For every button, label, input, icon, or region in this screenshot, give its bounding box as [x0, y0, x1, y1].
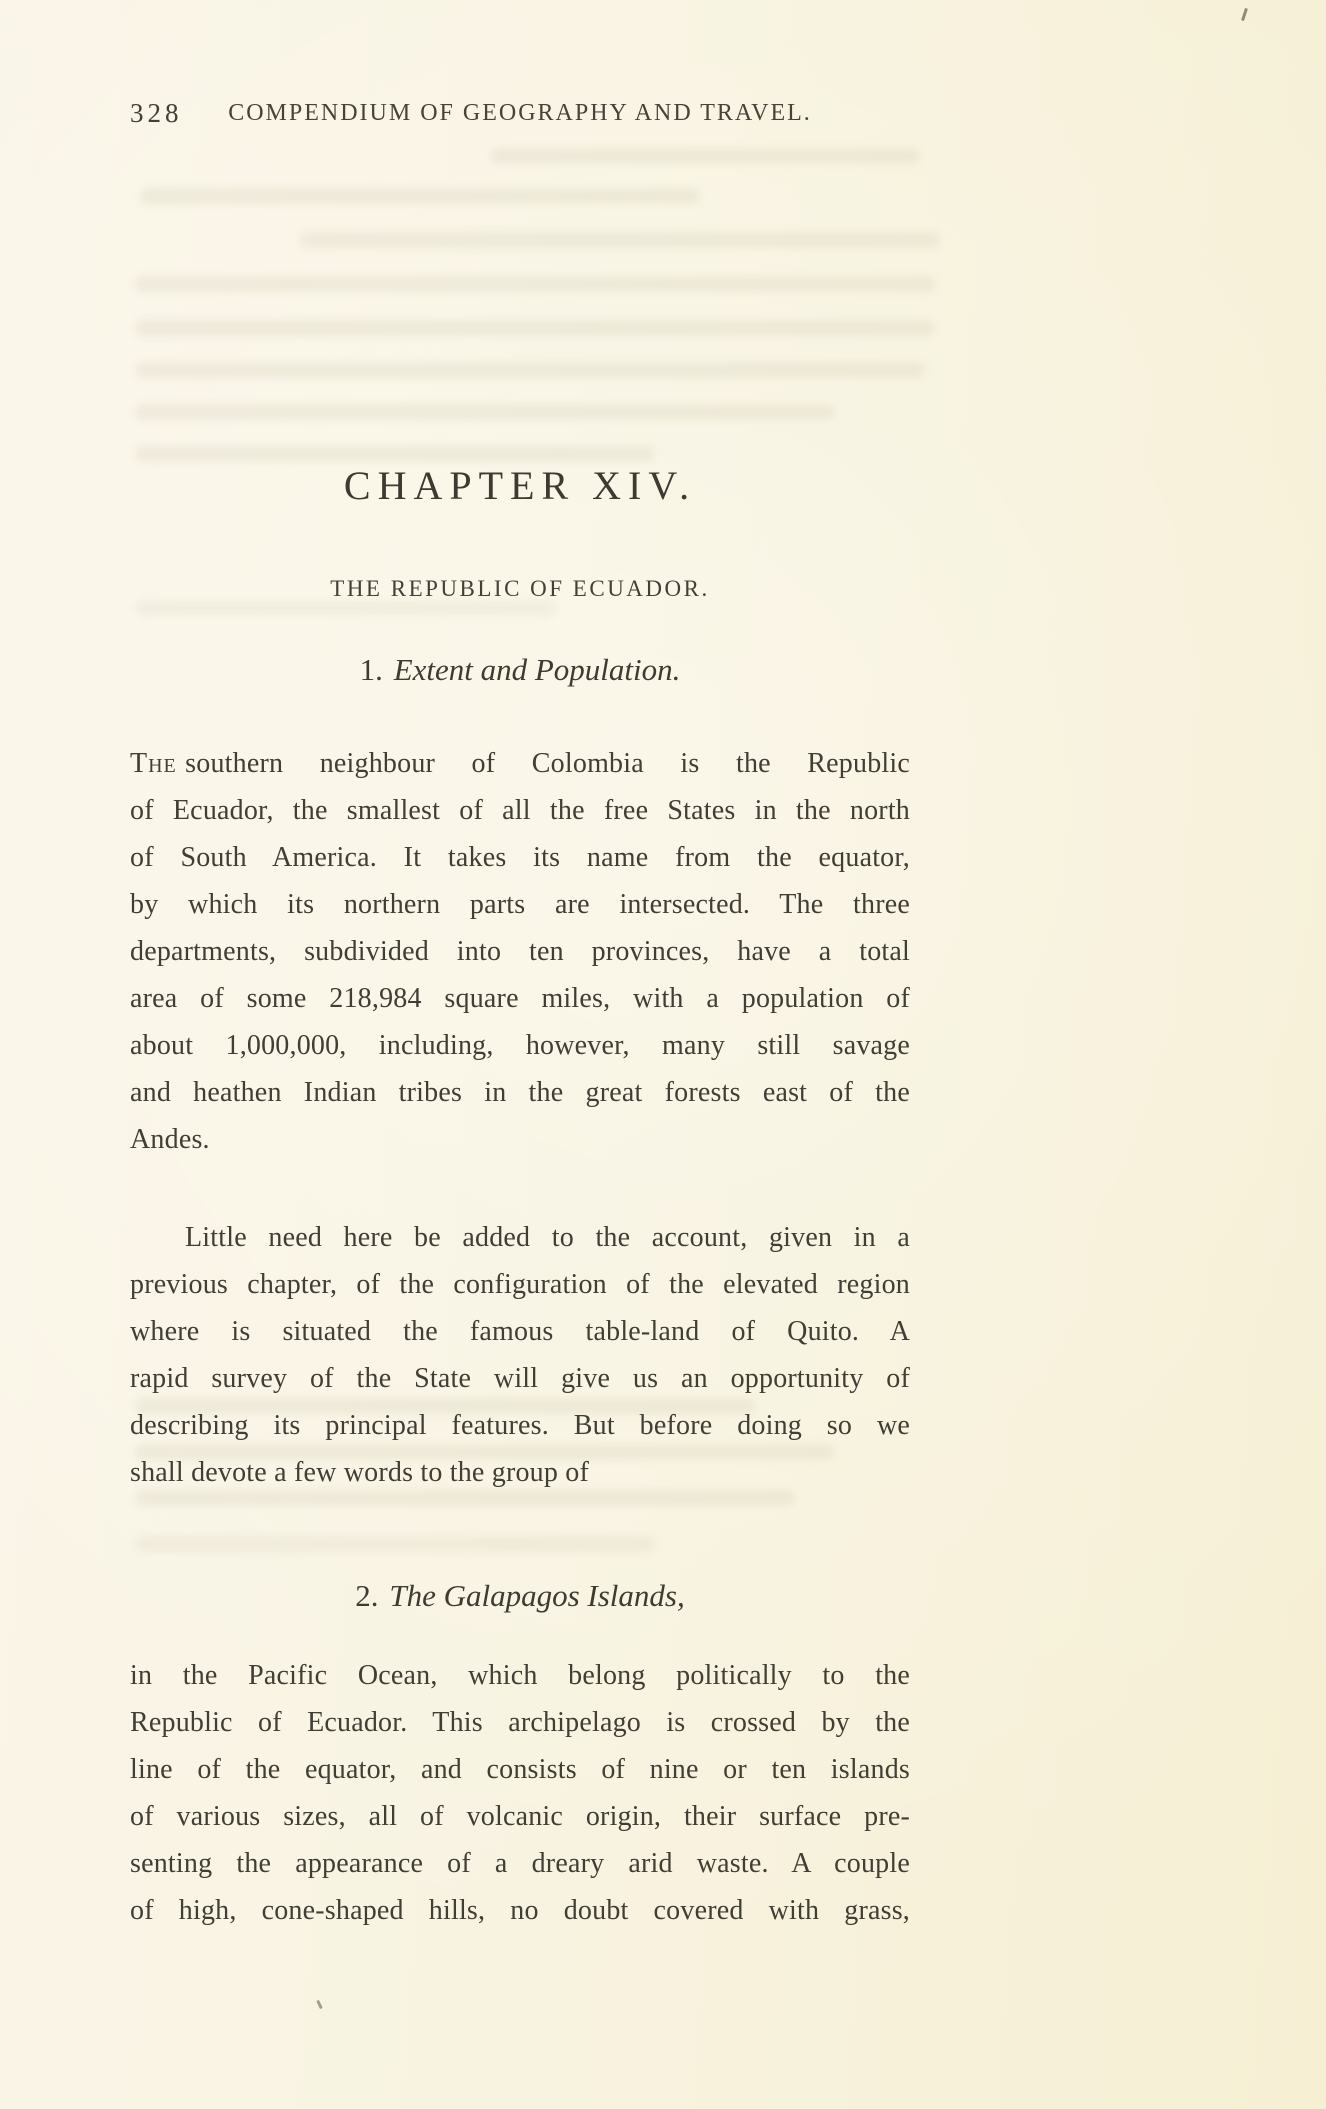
- section-2-number: 2.: [355, 1578, 379, 1613]
- bleed-through-line: [135, 1536, 655, 1552]
- text-line: Republic of Ecuador. This archipelago is crossed by the: [130, 1707, 910, 1738]
- bleed-through-line: [135, 362, 925, 378]
- paragraph-extent-population-2: [130, 1214, 910, 1496]
- text-line: line of the equator, and consists of nine or ten islands: [130, 1754, 910, 1785]
- ink-speck: [316, 2000, 323, 2009]
- lead-word: The: [130, 748, 177, 779]
- text-line: and heathen Indian tribes in the great forests east of the: [130, 1077, 910, 1108]
- section-1-heading: [130, 652, 910, 688]
- text-line: about 1,000,000, including, however, many still savage: [130, 1030, 910, 1061]
- ink-speck: [1241, 8, 1248, 21]
- text-line: where is situated the famous table-land of Quito. A: [130, 1316, 910, 1347]
- text-line: Little need here be added to the account, given in a: [185, 1222, 910, 1253]
- running-header: [130, 100, 910, 127]
- text-line: Andes.: [130, 1124, 210, 1155]
- text-line: of various sizes, all of volcanic origin, their surface pre-: [130, 1801, 910, 1832]
- paragraph-galapagos-1: [130, 1652, 910, 1934]
- text-line: senting the appearance of a dreary arid waste. A couple: [130, 1848, 910, 1879]
- text-line: in the Pacific Ocean, which belong politically to the: [130, 1660, 910, 1691]
- bleed-through-line: [135, 446, 655, 462]
- text-line: previous chapter, of the configuration of the elevated region: [130, 1269, 910, 1300]
- text-line: rapid survey of the State will give us an opportunity of: [130, 1363, 910, 1394]
- bleed-through-line: [135, 276, 935, 292]
- text-line: [130, 740, 910, 787]
- chapter-subtitle: THE REPUBLIC OF ECUADOR.: [330, 576, 710, 601]
- text-line: of South America. It takes its name from the equator,: [130, 842, 910, 873]
- text-line: area of some 218,984 square miles, with a population of: [130, 983, 910, 1014]
- text-line: departments, subdivided into ten provinces, have a total: [130, 936, 910, 967]
- text-line: of Ecuador, the smallest of all the free States in the north: [130, 795, 910, 826]
- section-1-title: Extent and Population.: [393, 652, 681, 687]
- bleed-through-line: [140, 188, 700, 204]
- bleed-through-line: [135, 600, 555, 616]
- bleed-through-line: [300, 232, 940, 248]
- paragraph-extent-population-1: [130, 740, 910, 1163]
- section-1-number: 1.: [359, 652, 383, 687]
- bleed-through-line: [135, 404, 835, 420]
- text-line: of high, cone-shaped hills, no doubt covered with grass,: [130, 1895, 910, 1926]
- bleed-through-line: [490, 148, 920, 164]
- chapter-title: CHAPTER XIV.: [343, 463, 697, 508]
- bleed-through-line: [135, 320, 935, 336]
- running-title: COMPENDIUM OF GEOGRAPHY AND TRAVEL.: [228, 100, 812, 126]
- text-line: describing its principal features. But before doing so we: [130, 1410, 910, 1441]
- page-number: 328: [130, 98, 183, 128]
- section-2-heading: [130, 1578, 910, 1614]
- text-line: shall devote a few words to the group of: [130, 1457, 589, 1488]
- text-line-rest: southern neighbour of Colombia is the Republic: [185, 748, 910, 779]
- section-2-title: The Galapagos Islands,: [389, 1578, 685, 1613]
- text-line: by which its northern parts are intersected. The three: [130, 889, 910, 920]
